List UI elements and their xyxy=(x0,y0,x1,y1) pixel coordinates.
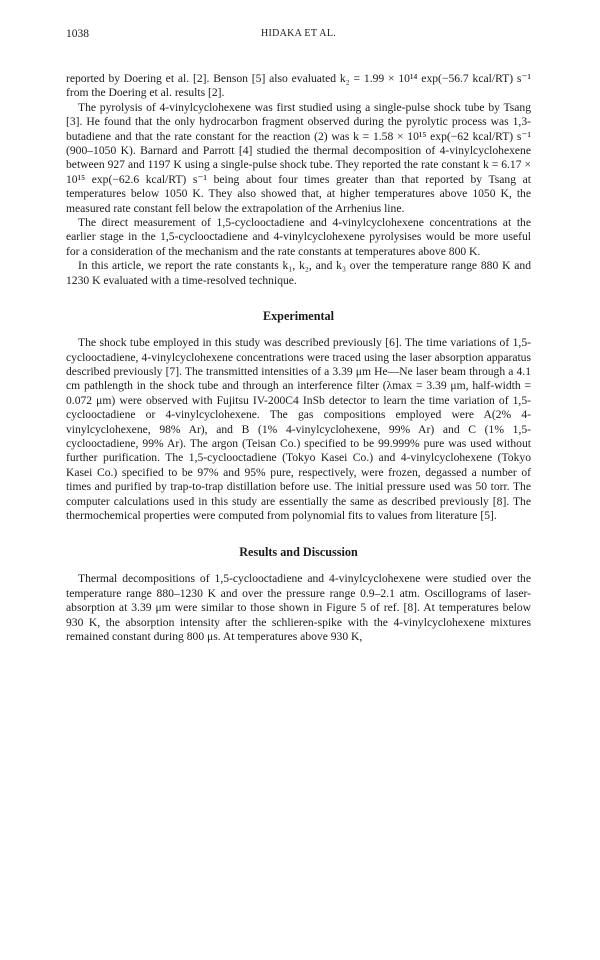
experimental-paragraph: The shock tube employed in this study was described previously [6]. The time variations of 1,5-cyclooctadiene, 4-vinylcyclohexene concentrations were traced using the laser absorption apparatus described previously [7]. The transmitted intensities of a 3.39 μm He—Ne laser beam through a 4.1 cm pathlength in the shock tube and through an interference filter (λmax = 3.39 μm, half-width = 0.072 μm) were observed with Fujitsu IV-200C4 InSb detector to learn the time variation of 1,5-cyclooctadiene or 4-vinylcyclohexene. The gas compositions employed were A(2% 4-vinylcyclohexene, 98% Ar), and B (1% 4-vinylcyclohexene, 99% Ar) and C (1% 1,5-cyclooctadiene, 99% Ar). The argon (Teisan Co.) specified to be 99.999% pure was used without further purification. The 1,5-cyclooctadiene (Tokyo Kasei Co.) and 4-vinylcyclohexene (Tokyo Kasei Co.) specified to be 97% and 95% pure, respectively, were frozen, degassed a number of times and purified by trap-to-trap distillation before use. The initial pressure used was 50 torr. The computer calculations used in this study are essentially the same as described previously [8]. The thermochemical properties were computed from polynomial fits to values from literature [5]. xyxy=(66,336,531,522)
intro-paragraph-measurement: The direct measurement of 1,5-cyclooctadiene and 4-vinylcyclohexene concentrations at the earlier stage in the 1,5-cyclooctadiene and 4-vinylcyclohexene pyrolysises would be more useful for a consideration of the mechanism and the rate constants at temperatures above 800 K. xyxy=(66,216,531,258)
article-body xyxy=(66,72,531,644)
results-paragraph: Thermal decompositions of 1,5-cyclooctadiene and 4-vinylcyclohexene were studied over the temperature range 880–1230 K and over the pressure range 0.9–2.1 atm. Oscillograms of laser-absorption at 3.39 μm were similar to those shown in Figure 5 of ref. [8]. At temperatures below 930 K, the absorption intensity after the schlieren-spike with the 4-vinylcyclohexene mixtures remained constant during 800 μs. At temperatures above 930 K, xyxy=(66,572,531,643)
page-header xyxy=(66,28,531,48)
heading-results-discussion: Results and Discussion xyxy=(239,545,358,560)
page-number: 1038 xyxy=(66,28,89,40)
running-head: HIDAKA ET AL. xyxy=(260,28,337,39)
intro-paragraph-continued: reported by Doering et al. [2]. Benson [5] also evaluated k₂ = 1.99 × 10¹⁴ exp(−56.7 kcal/RT) s⁻¹ from the Doering et al. results [2]. xyxy=(66,72,531,100)
journal-page xyxy=(66,28,531,644)
heading-experimental: Experimental xyxy=(262,309,335,324)
intro-paragraph-tsang: The pyrolysis of 4-vinylcyclohexene was first studied using a single-pulse shock tube by Tsang [3]. He found that the only hydrocarbon fragment observed during the pyrolytic process was 1,3-butadiene and that the rate constant for the reaction (2) was k = 1.58 × 10¹⁵ exp(−62 kcal/RT) s⁻¹ (900–1050 K). Barnard and Parrott [4] studied the thermal decomposition of 4-vinylcyclohexene between 927 and 1197 K using a single-pulse shock tube. They reported the rate constant k = 6.17 × 10¹⁵ exp(−62.6 kcal/RT) s⁻¹ being about four times greater than that reported by Tsang at temperatures below 1050 K. They also showed that, at higher temperatures above 1050 K, the measured rate constant fell below the extrapolation of the Arrhenius line. xyxy=(66,100,531,215)
intro-paragraph-scope: In this article, we report the rate constants k₁, k₂, and k₃ over the temperature range 880 K and 1230 K evaluated with a time-resolved technique. xyxy=(66,259,531,287)
